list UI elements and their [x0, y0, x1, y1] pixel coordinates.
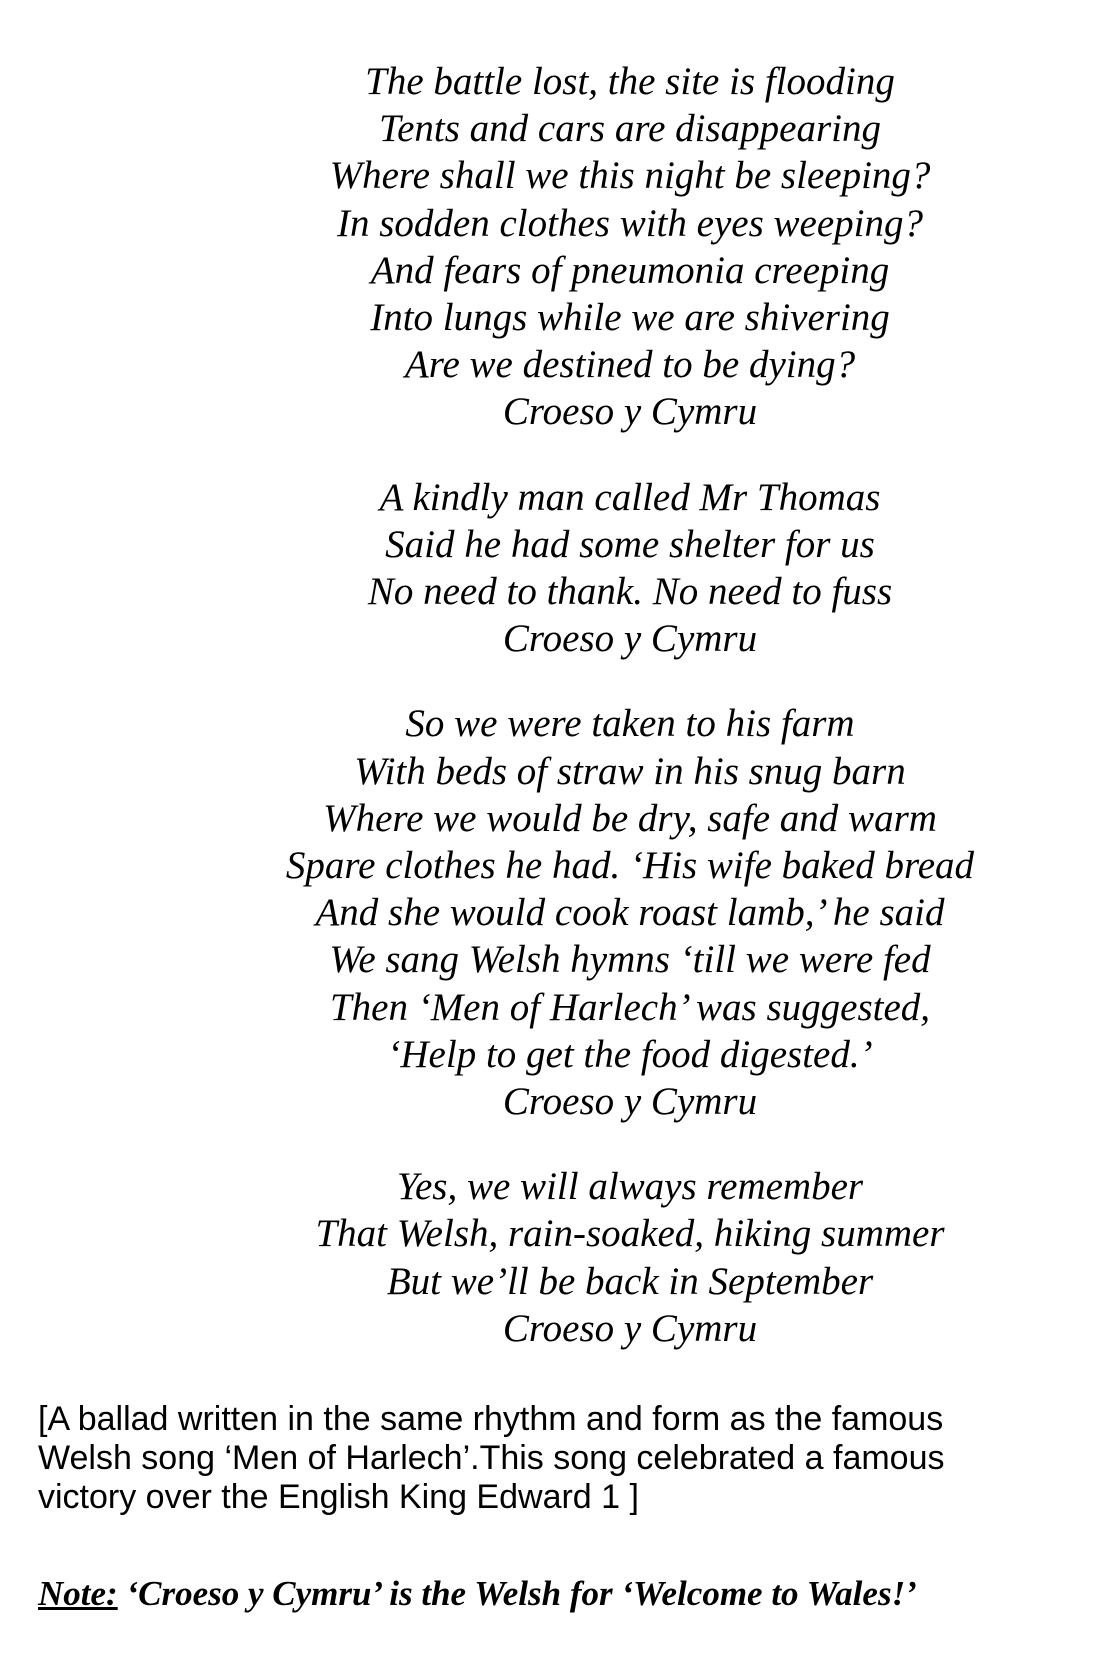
poem-line: Are we destined to be dying? [404, 343, 856, 387]
poem [0, 58, 1100, 1390]
refrain-line: Croeso y Cymru [502, 1080, 758, 1124]
refrain-line: Croeso y Cymru [502, 390, 758, 434]
translation-note [38, 1573, 1078, 1615]
poem-line: Then ‘Men of Harlech’ was suggested, [329, 985, 931, 1029]
note-label: Note: [38, 1574, 118, 1613]
note-text: ‘Croeso y Cymru’ is the Welsh for ‘Welcome to Wales!’ [117, 1574, 917, 1613]
refrain-line: Croeso y Cymru [502, 1306, 758, 1350]
poem-line: In sodden clothes with eyes weeping? [337, 201, 923, 245]
poem-line: A kindly man called Mr Thomas [379, 475, 881, 519]
footnote-line: Welsh song ‘Men of Harlech’.This song celebrated a famous [38, 1439, 945, 1477]
poem-line: Spare clothes he had. ‘His wife baked bread [285, 844, 975, 888]
poem-line: And she would cook roast lamb,’ he said [315, 891, 945, 935]
poem-line: The battle lost, the site is flooding [365, 60, 895, 103]
poem-line: Where shall we this night be sleeping? [329, 154, 931, 198]
poem-line: Said he had some shelter for us [385, 522, 875, 566]
poem-line: So we were taken to his farm [405, 702, 855, 746]
footnote-line: victory over the English King Edward 1 ] [38, 1478, 639, 1516]
poem-line: With beds of straw in his snug barn [354, 749, 906, 793]
poem-line: That Welsh, rain-soaked, hiking summer [315, 1212, 945, 1256]
poem-line: No need to thank. No need to fuss [367, 570, 893, 614]
poem-line: ‘Help to get the food digested.’ [387, 1032, 873, 1076]
footnote-line: [A ballad written in the same rhythm and form as the famous [38, 1400, 944, 1438]
poem-line: And fears of pneumonia creeping [370, 248, 890, 292]
poem-line: Yes, we will always remember [396, 1165, 864, 1209]
stanza-3 [0, 700, 1100, 1125]
poem-line: We sang Welsh hymns ‘till we were fed [329, 938, 931, 982]
poem-line: Tents and cars are disappearing [379, 107, 881, 151]
poem-line: But we’ll be back in September [386, 1259, 874, 1303]
stanza-2 [0, 474, 1100, 663]
poem-line: Into lungs while we are shivering [370, 296, 890, 340]
poem-line: Where we would be dry, safe and warm [323, 796, 937, 840]
stanza-1 [0, 58, 1100, 436]
stanza-4 [0, 1163, 1100, 1352]
ballad-footnote [38, 1400, 1078, 1517]
refrain-line: Croeso y Cymru [502, 617, 758, 661]
